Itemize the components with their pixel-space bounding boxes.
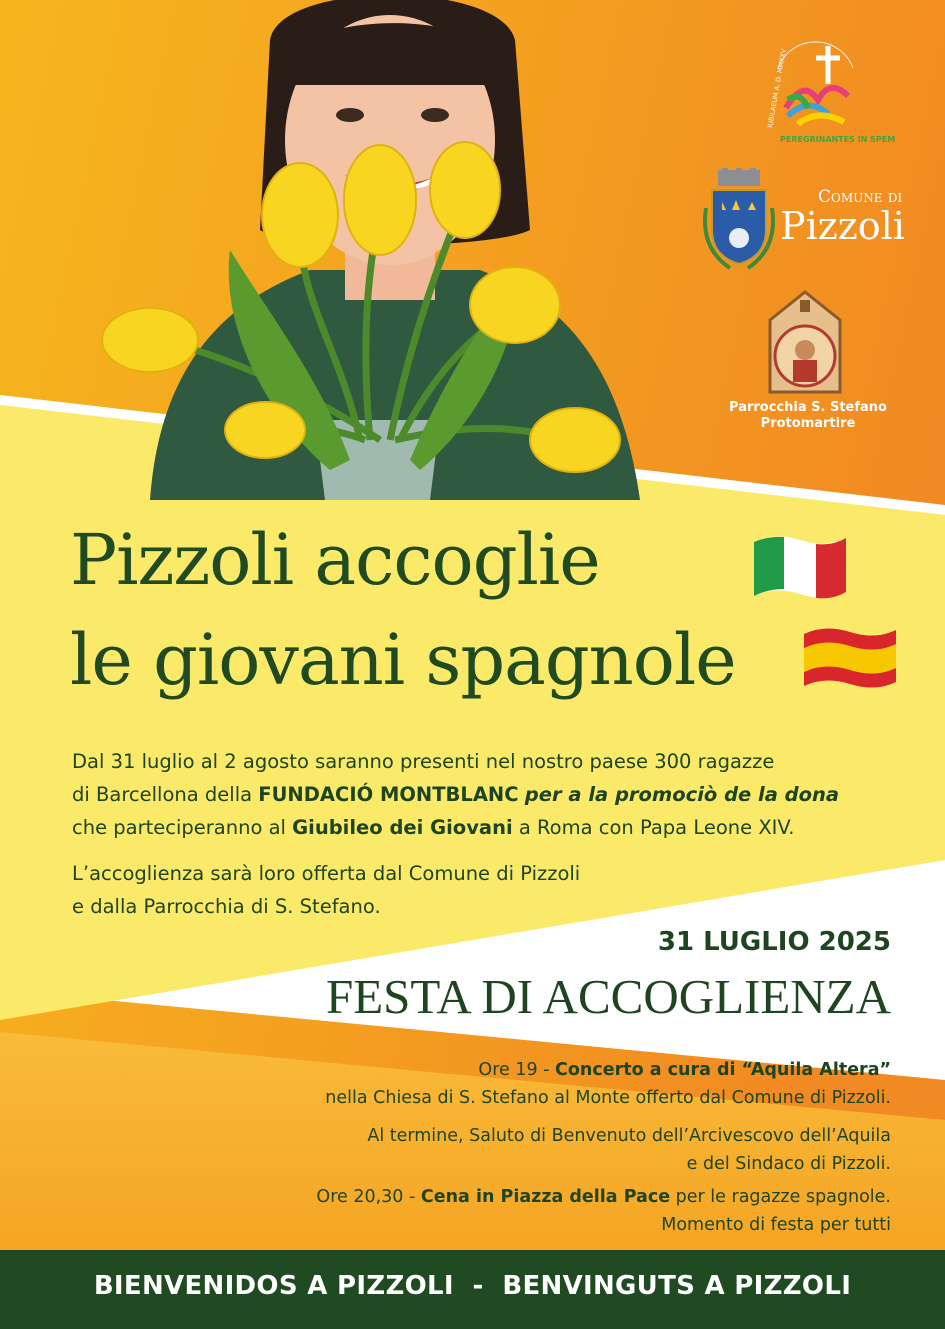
program-3-line-2: Momento di festa per tutti [661, 1215, 891, 1235]
program-1-time: Ore 19 - [478, 1060, 556, 1080]
program-1-title: Concerto a cura di “Aquila Altera” [555, 1060, 891, 1080]
coat-of-arms-icon [700, 168, 778, 274]
program-3-line-1 [191, 1183, 891, 1211]
program-3-end: per le ragazze spagnole. [670, 1187, 891, 1207]
title-line-1: Pizzoli accoglie [70, 519, 600, 601]
parish-seal-icon [760, 290, 850, 395]
intro-line-2 [72, 778, 912, 811]
intro-line-2-start: di Barcellona della [72, 783, 259, 806]
jubilee-logo-icon [758, 38, 896, 148]
comune-big-label: Pizzoli [780, 204, 905, 248]
fundacio-subtitle: per a la promociò de la dona [524, 783, 840, 806]
event-date: 31 LUGLIO 2025 [657, 927, 891, 957]
comune-wordmark [780, 188, 905, 246]
parish-caption-line1: Parrocchia S. Stefano [729, 400, 887, 415]
program-item-1 [191, 1056, 891, 1112]
main-title [70, 510, 790, 710]
program-1-line-2: nella Chiesa di S. Stefano al Monte offerto dal Comune di Pizzoli. [325, 1088, 891, 1108]
intro-line-1: Dal 31 luglio al 2 agosto saranno presenti nel nostro paese 300 ragazze [72, 750, 775, 773]
jubilee-text-bottom: PEREGRINANTES IN SPEM [780, 135, 896, 144]
intro-line-3 [72, 811, 912, 844]
jubilee-text-top: IUBILAEUM A. D. MMXXV [766, 48, 788, 129]
intro-line-3-start: che parteciperanno al [72, 816, 293, 839]
portrait-illustration [60, 0, 660, 500]
event-name: FESTA DI ACCOGLIENZA [325, 969, 891, 1024]
hosting-paragraph [72, 857, 772, 923]
italy-flag-icon [750, 532, 850, 602]
hosting-line-2: e dalla Parrocchia di S. Stefano. [72, 895, 381, 918]
welcome-banner-text: BIENVENIDOS A PIZZOLI - BENVINGUTS A PIZZOLI [93, 1271, 852, 1301]
parish-caption [728, 400, 888, 432]
comune-small-label: Comune di [818, 187, 903, 207]
program-item-3 [191, 1183, 891, 1239]
title-line-2: le giovani spagnole [70, 619, 736, 701]
parish-caption-line2: Protomartire [760, 416, 856, 431]
program-3-time: Ore 20,30 - [316, 1187, 421, 1207]
giubileo-name: Giubileo dei Giovani [292, 816, 513, 839]
program-1-line-1 [191, 1056, 891, 1084]
welcome-banner [0, 1250, 945, 1329]
intro-paragraph [72, 745, 912, 844]
program-item-2 [191, 1122, 891, 1178]
hosting-line-1: L’accoglienza sarà loro offerta dal Comune di Pizzoli [72, 862, 581, 885]
intro-line-3-end: a Roma con Papa Leone XIV. [512, 816, 795, 839]
spain-flag-icon [800, 624, 900, 692]
program-3-title: Cena in Piazza della Pace [420, 1187, 671, 1207]
program-2-line-2: e del Sindaco di Pizzoli. [686, 1154, 891, 1174]
fundacio-name: FUNDACIÓ MONTBLANC [258, 783, 519, 806]
program-2-line-1: Al termine, Saluto di Benvenuto dell’Arcivescovo dell’Aquila [367, 1126, 891, 1146]
